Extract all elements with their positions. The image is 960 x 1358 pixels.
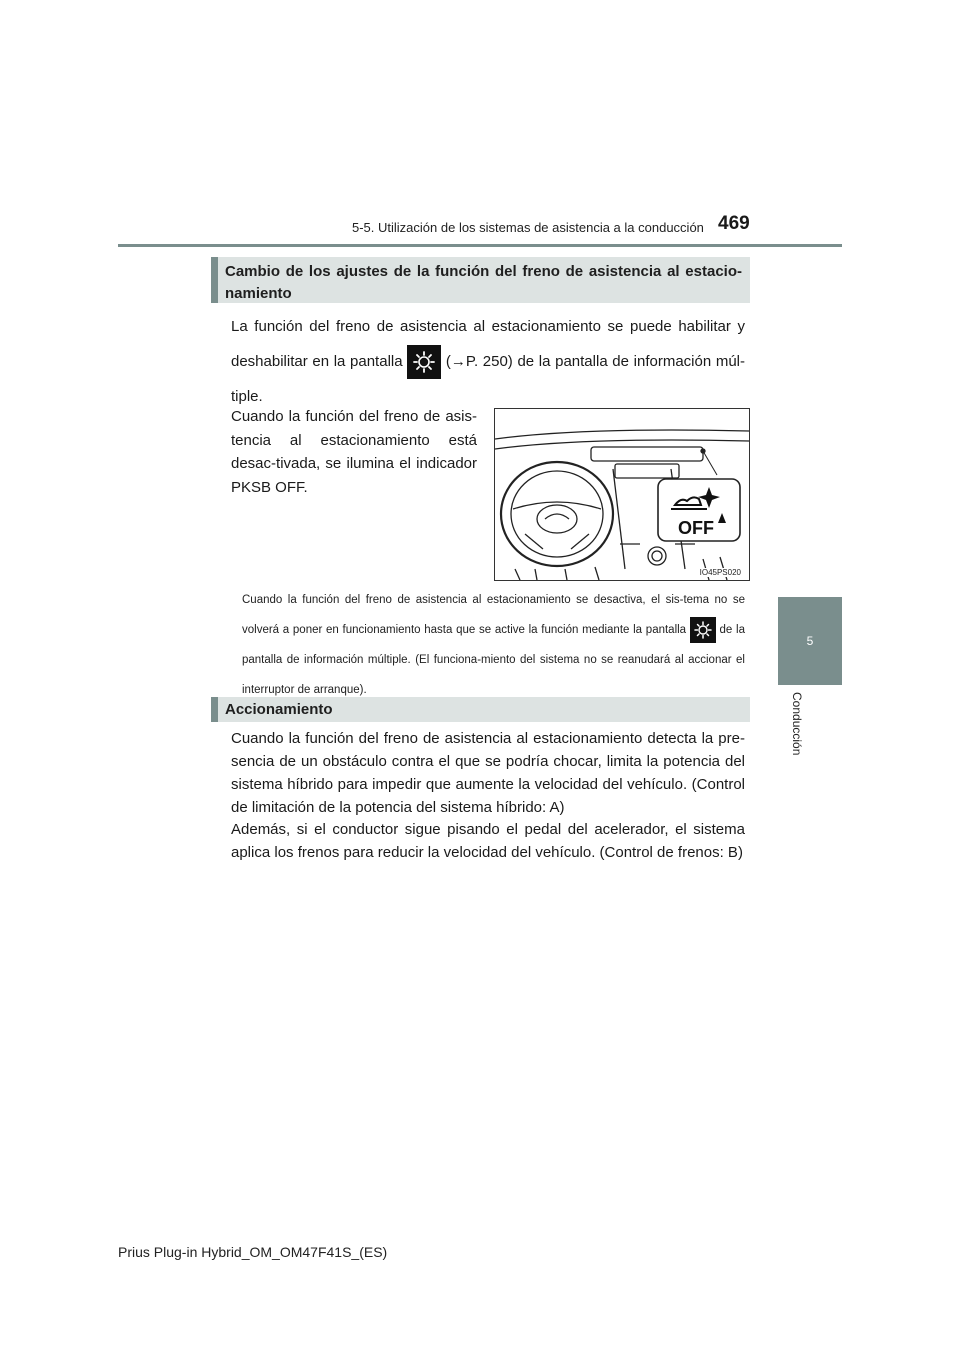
running-header: 5-5. Utilización de los sistemas de asistencia a la conducción <box>352 220 704 235</box>
chapter-tab <box>778 597 842 685</box>
footer-doc-id: Prius Plug-in Hybrid_OM_OM47F41S_(ES) <box>118 1244 388 1260</box>
operation-paragraph-1: Cuando la función del freno de asistencia al estacionamiento detecta la pre-sencia de un obstáculo contra el que se podría chocar, limita la potencia del sistema híbrido para impedir que aumente la velocidad del vehículo. (Control de limitación de la potencia del sistema híbrido: A) <box>231 730 745 816</box>
chapter-label: Conducción <box>790 692 804 756</box>
page-number: 469 <box>718 213 750 234</box>
dashboard-drawing <box>495 409 749 580</box>
note-text-before-icon: Cuando la función del freno de asistencia al estacionamiento se desactiva, el sis-tema no se volverá a poner en funcionamiento hasta que se active la función mediante la pantalla <box>242 594 745 636</box>
indicator-off-text: OFF <box>678 518 714 538</box>
settings-paragraph <box>231 309 745 414</box>
operation-paragraph-2: Además, si el conductor sigue pisando el pedal del acelerador, el sistema aplica los frenos para reducir la velocidad del vehículo. (Control de frenos: B) <box>231 821 745 861</box>
settings-gear-icon <box>407 345 441 379</box>
header-rule <box>118 244 842 247</box>
pksb-off-paragraph: Cuando la función del freno de asis-tencia al estacionamiento está desac-tivada, se ilumina el indicador PKSB OFF. <box>231 408 477 496</box>
chapter-number: 5 <box>806 634 814 648</box>
section-heading-operation: Accionamiento <box>211 697 750 722</box>
settings-text-after-icon: (→P. 250) de la pantalla de información múl-tiple. <box>231 353 745 406</box>
section-heading-settings: Cambio de los ajustes de la función del freno de asistencia al estacio-namiento <box>211 257 750 303</box>
deactivation-note <box>242 585 745 705</box>
settings-text-before-icon: La función del freno de asistencia al estacionamiento se puede habilitar y deshabilitar en la pantalla <box>231 318 745 370</box>
note-text-after-icon: de la pantalla de información múltiple. (El funciona-miento del sistema no se reanudará al accionar el interruptor de arranque). <box>242 624 745 696</box>
note-gear-icon <box>690 617 716 643</box>
dashboard-illustration <box>494 408 750 581</box>
figure-code: IO45PS020 <box>699 568 741 577</box>
